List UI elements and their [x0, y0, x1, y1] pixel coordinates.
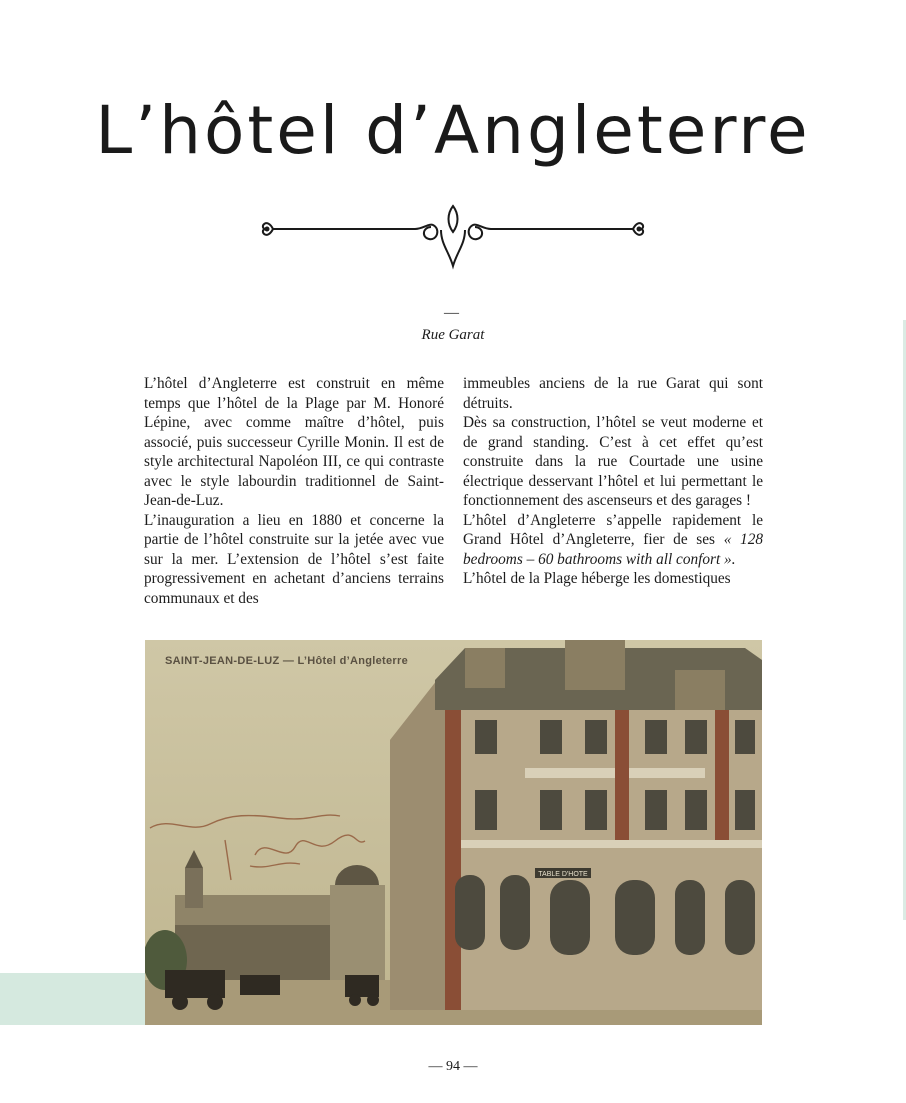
ornament-divider-icon: [255, 200, 651, 270]
text-column-left: [144, 374, 444, 608]
quote: « 128 bedrooms – 60 bathrooms with all confort ».: [463, 531, 763, 568]
page-number: — 94 —: [428, 1059, 478, 1074]
paragraph: immeubles anciens de la rue Garat qui sont détruits.: [463, 375, 763, 412]
postcard-photo: [145, 640, 762, 1025]
paragraph: Dès sa construction, l’hôtel se veut moderne et de grand standing. C’est à cet effet qu’est construite dans la rue Courtade une usine électrique desservant l’hôtel et lui permettant le fonctionnement des ascenseurs et des garages !: [463, 414, 763, 509]
subtitle-dash: —: [444, 305, 459, 321]
hotel-sign-text: TABLE D'HOTE: [538, 871, 588, 878]
paragraph-text: L’hôtel d’Angleterre s’appelle rapidement le Grand Hôtel d’Angleterre, fier de ses: [463, 511, 763, 548]
text-column-right: [463, 374, 763, 589]
paragraph: L’hôtel d’Angleterre est construit en même temps que l’hôtel de la Plage par M. Honoré Lépine, avec comme maître d’hôtel, puis associé, puis successeur Cyrille Monin. Il est de style architectural Napoléon III, ce qui contraste avec le style labourdin traditionnel de Saint-Jean-de-Luz.: [144, 375, 444, 509]
paragraph: L’inauguration a lieu en 1880 et concerne la partie de l’hôtel construite sur la jetée avec vue sur la mer. L’extension de l’hôtel s’est faite progressivement en achetant d’anciens terrains communaux et des: [144, 511, 444, 607]
page-title: L’hôtel d’Angleterre: [95, 92, 811, 169]
paragraph: [463, 511, 763, 570]
postcard-printed-caption: SAINT-JEAN-DE-LUZ — L’Hôtel d’Angleterre: [165, 655, 409, 667]
paragraph: L’hôtel de la Plage héberge les domestiques: [463, 570, 731, 587]
teal-accent-band: [0, 973, 145, 1025]
subtitle: Rue Garat: [421, 327, 485, 343]
